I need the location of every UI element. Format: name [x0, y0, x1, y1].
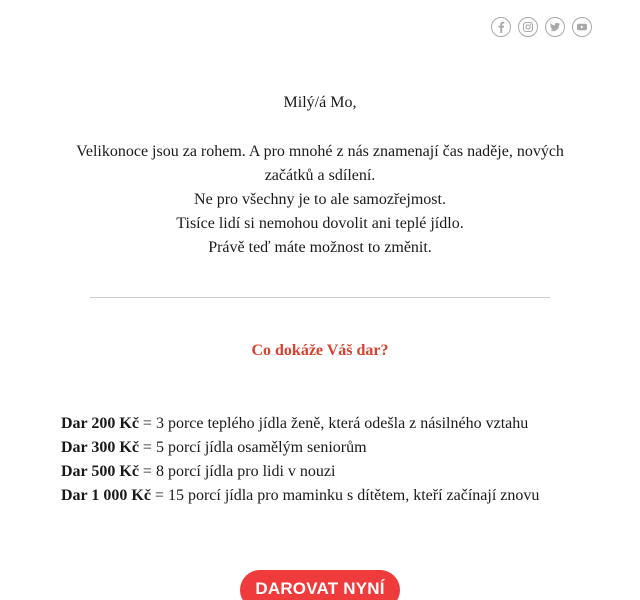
- intro-line-4: Právě teď máte možnost to změnit.: [208, 239, 432, 256]
- tier-amount: Dar 300 Kč: [61, 439, 139, 456]
- tier-item: [61, 412, 621, 436]
- twitter-icon: [549, 21, 561, 33]
- intro-text: [70, 140, 570, 260]
- intro-line-1: Velikonoce jsou za rohem. A pro mnohé z nás znamenají čas naděje, nových začátků a sdílení.: [76, 143, 564, 184]
- instagram-link[interactable]: [518, 17, 538, 37]
- facebook-link[interactable]: [491, 17, 511, 37]
- tier-item: [61, 484, 621, 508]
- divider: [90, 297, 550, 298]
- tier-description: = 3 porce teplého jídla ženě, která odešla z násilného vztahu: [138, 415, 529, 432]
- intro-line-3: Tisíce lidí si nemohou dovolit ani teplé jídlo.: [176, 215, 464, 232]
- tier-item: [61, 436, 621, 460]
- youtube-icon: [576, 21, 588, 33]
- tier-item: [61, 460, 621, 484]
- instagram-icon: [522, 21, 534, 33]
- donate-button[interactable]: DAROVAT NYNÍ: [240, 570, 400, 600]
- tier-amount: Dar 200 Kč: [61, 415, 139, 432]
- tier-description: = 5 porcí jídla osamělým seniorům: [138, 439, 367, 456]
- greeting: Milý/á Mo,: [283, 94, 357, 111]
- tier-description: = 15 porcí jídla pro maminku s dítětem, kteří začínají znovu: [150, 487, 540, 504]
- gift-heading: Co dokáže Váš dar?: [251, 342, 389, 359]
- donation-tiers: [61, 412, 621, 508]
- tier-amount: Dar 500 Kč: [61, 463, 139, 480]
- tier-description: = 8 porcí jídla pro lidi v nouzi: [138, 463, 336, 480]
- facebook-icon: [496, 21, 506, 33]
- tier-amount: Dar 1 000 Kč: [61, 487, 151, 504]
- youtube-link[interactable]: [572, 17, 592, 37]
- twitter-link[interactable]: [545, 17, 565, 37]
- intro-line-2: Ne pro všechny je to ale samozřejmost.: [194, 191, 446, 208]
- social-links: [491, 17, 592, 37]
